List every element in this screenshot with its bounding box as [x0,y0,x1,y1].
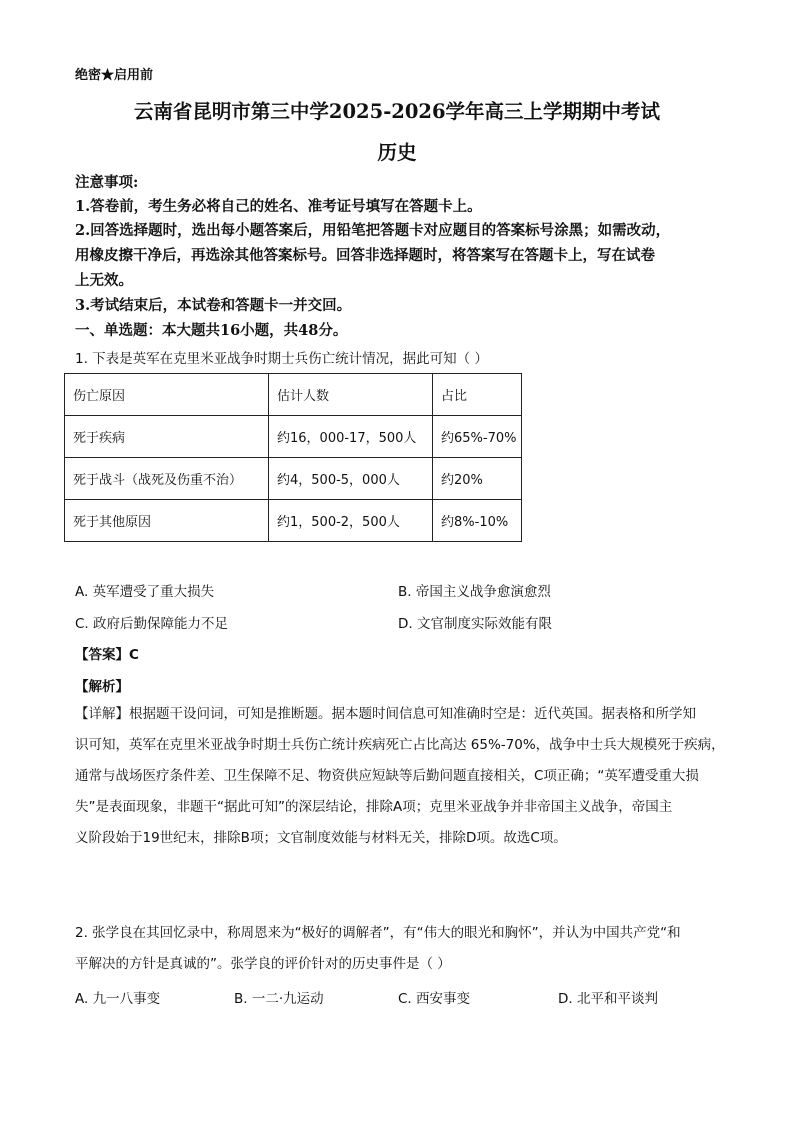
subject-title: 历史 [377,141,417,164]
q1-answer: 【答案】C [75,647,139,663]
q1-option-d: D. 文官制度实际效能有限 [398,616,552,632]
notice-item: 上无效。 [75,272,133,289]
q1-detail-line: 义阶段始于19世纪末，排除B项；文官制度效能与材料无关，排除D项。故选C项。 [75,830,567,846]
q2-option-c: C. 西安事变 [398,991,471,1007]
table-cell: 约8%-10% [433,500,522,542]
q1-detail-line: 识可知，英军在克里米亚战争时期士兵伤亡统计疾病死亡占比高达 65%-70%，战争中士兵大规模死于疾病， [75,737,725,753]
section-heading: 一、单选题：本大题共16小题，共48分。 [75,322,348,339]
confidential-label: 绝密★启用前 [75,68,154,83]
table-cell: 约1，500-2，500人 [269,500,433,542]
q1-option-b: B. 帝国主义战争愈演愈烈 [398,584,551,600]
table-cell: 死于其他原因 [65,500,269,542]
q1-option-c: C. 政府后勤保障能力不足 [75,616,229,632]
q1-detail-line: 通常与战场医疗条件差、卫生保障不足、物资供应短缺等后勤问题直接相关，C项正确；“英军遭受重大损 [75,768,699,784]
table-cell: 死于疾病 [65,416,269,458]
exam-title: 云南省昆明市第三中学2025-2026学年高三上学期期中考试 [133,100,661,123]
table-row [65,458,522,500]
table-header-cell: 占比 [433,374,522,416]
q2-option-b: B. 一二·九运动 [234,991,324,1007]
table-cell: 约20% [433,458,522,500]
q2-option-a: A. 九一八事变 [75,991,161,1007]
table-row [65,416,522,458]
notice-item: 1.答卷前，考生务必将自己的姓名、准考证号填写在答题卡上。 [75,198,482,215]
question-2-stem-line: 2. 张学良在其回忆录中，称周恩来为“极好的调解者”，有“伟大的眼光和胸怀”，并认为中国共产党“和 [75,925,681,941]
table-cell: 死于战斗（战死及伤重不治） [65,458,269,500]
table-header-row [65,374,522,416]
notice-item: 2.回答选择题时，选出每小题答案后，用铅笔把答题卡对应题目的答案标号涂黑；如需改动， [75,222,671,239]
q1-option-a: A. 英军遭受了重大损失 [75,584,215,600]
q1-detail-line: 【详解】根据题干设问词，可知是推断题。据本题时间信息可知准确时空是：近代英国。据表格和所学知 [75,706,696,722]
table-header-cell: 伤亡原因 [65,374,269,416]
notice-item: 用橡皮擦干净后，再选涂其他答案标号。回答非选择题时，将答案写在答题卡上，写在试卷 [75,247,655,264]
casualty-table [64,373,522,542]
q1-analysis-label: 【解析】 [75,679,129,695]
q2-option-d: D. 北平和平谈判 [558,991,658,1007]
table-cell: 约16，000-17，500人 [269,416,433,458]
notice-item: 3.考试结束后，本试卷和答题卡一并交回。 [75,297,352,314]
table-cell: 约65%-70% [433,416,522,458]
q1-detail-line: 失”是表面现象，非题干“据此可知”的深层结论，排除A项；克里米亚战争并非帝国主义战争，帝国主 [75,799,673,815]
question-2-stem-line: 平解决的方针是真诚的”。张学良的评价针对的历史事件是（ ） [75,956,451,972]
table-header-cell: 估计人数 [269,374,433,416]
notice-heading: 注意事项: [75,174,139,191]
question-1-stem: 1. 下表是英军在克里米亚战争时期士兵伤亡统计情况，据此可知（ ） [75,351,488,367]
table-row [65,500,522,542]
table-cell: 约4，500-5，000人 [269,458,433,500]
